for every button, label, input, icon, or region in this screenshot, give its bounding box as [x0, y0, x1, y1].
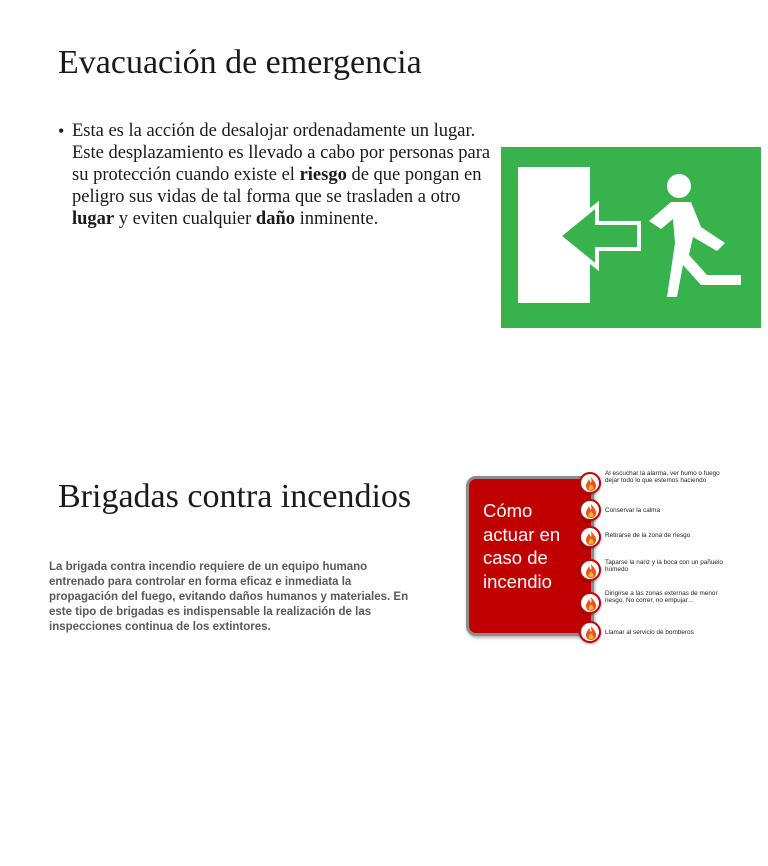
- step-label: Retirarse de la zona de riesgo: [605, 532, 691, 539]
- text-part: Esta es la acción de desalojar ordenadamente un lugar. Este desplazamiento es llevado a cabo por personas para su protección cuando existe el: [72, 121, 491, 185]
- text-part: inminente.: [295, 209, 379, 229]
- step-label: Conservar la calma: [605, 507, 661, 514]
- text-part: y eviten cualquier: [114, 209, 256, 229]
- fire-icon: [579, 559, 601, 581]
- fire-icon: [579, 592, 601, 614]
- bullet-dot: •: [58, 121, 65, 141]
- step-label: Al escuchar la alarma, ver humo o fuego dejar todo lo que estemos haciendo: [605, 470, 720, 485]
- bold-lugar: lugar: [72, 209, 115, 229]
- bold-dano: daño: [255, 209, 295, 229]
- card-title: Cómo actuar en caso de incendio: [483, 500, 561, 592]
- fire-icon: [579, 621, 601, 643]
- fire-icon: [579, 499, 601, 521]
- evacuation-description: [72, 120, 503, 230]
- step-label: Llamar al servicio de bomberos: [605, 629, 694, 636]
- step-label: Taparse la nariz y la boca con un pañuelo húmedo: [605, 559, 723, 574]
- text-part: de que pongan en peligro sus vidas de tal forma que se trasladen a otro: [72, 165, 482, 207]
- section-title-evacuacion: Evacuación de emergencia: [58, 44, 422, 81]
- how-to-act-card: [466, 476, 594, 636]
- exit-sign-icon: [501, 147, 761, 328]
- section-title-brigadas: Brigadas contra incendios: [58, 478, 412, 515]
- step-label: Dirigirse a las zonas externas de menor riesgo. No correr, no empujar…: [605, 590, 718, 605]
- fire-icon: [579, 472, 601, 494]
- brigade-description: La brigada contra incendio requiere de un equipo humano entrenado para controlar en forma eficaz e inmediata la propagación del fuego, evitando daños humanos y materiales. En este tipo de brigadas es indispensable la realización de las inspecciones continua de los extintores.: [49, 561, 409, 633]
- bold-riesgo: riesgo: [299, 165, 347, 185]
- steps-list: [579, 466, 759, 651]
- bullet-paragraph: [58, 120, 503, 230]
- fire-icon: [579, 526, 601, 548]
